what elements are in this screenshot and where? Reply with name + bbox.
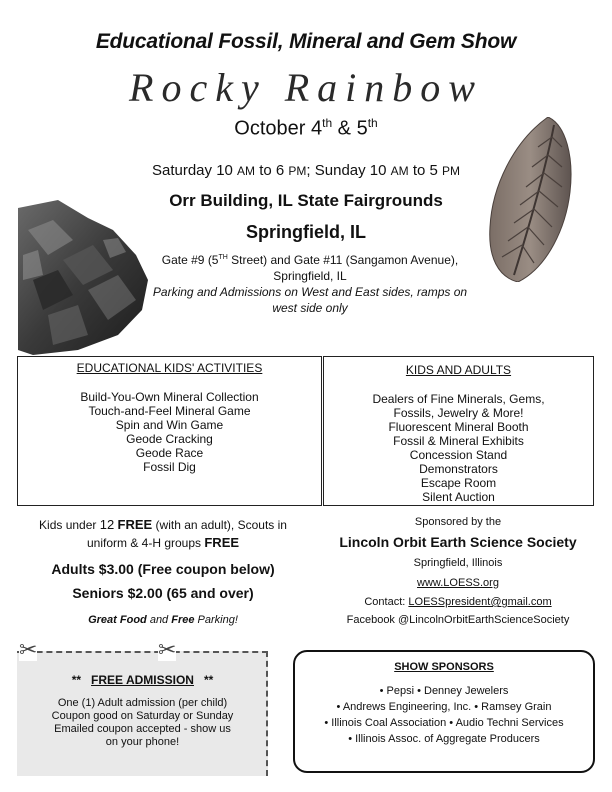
facebook-handle: Facebook @LincolnOrbitEarthScienceSociety xyxy=(346,614,570,626)
kids-and-adults-box xyxy=(323,356,594,506)
list-item: Escape Room xyxy=(420,476,497,490)
kids-activities-box xyxy=(17,356,322,506)
list-item: Fossils, Jewelry & More! xyxy=(393,406,524,420)
scissors-icon: ✂ xyxy=(158,637,177,662)
scissors-icon: ✂ xyxy=(19,637,38,662)
list-item: Fluorescent Mineral Booth xyxy=(388,420,529,434)
list-item: Silent Auction xyxy=(422,490,495,504)
list-item: • Pepsi • Denney Jewelers xyxy=(379,685,509,697)
venue-gates: Gate #9 (5TH Street) and Gate #11 (Sangamon Avenue), Springfield, IL xyxy=(161,253,459,283)
contact-email-link[interactable]: LOESSpresident@gmail.com xyxy=(408,596,552,608)
list-item: Concession Stand xyxy=(409,448,508,462)
coupon-heading: ** FREE ADMISSION ** xyxy=(71,673,214,687)
mineral-photo xyxy=(18,200,153,355)
list-item: • Illinois Assoc. of Aggregate Producers xyxy=(348,733,540,745)
website-link[interactable]: www.LOESS.org xyxy=(417,577,499,589)
list-item: • Illinois Coal Association • Audio Techni Services xyxy=(324,717,564,729)
kids-activities-heading: EDUCATIONAL KIDS' ACTIVITIES xyxy=(76,361,263,375)
list-item: Dealers of Fine Minerals, Gems, xyxy=(372,392,545,406)
show-sponsors-list xyxy=(295,683,593,747)
sponsored-by: Sponsored by the xyxy=(414,516,502,528)
kids-and-adults-heading: KIDS AND ADULTS xyxy=(405,363,512,377)
show-title: Educational Fossil, Mineral and Gem Show xyxy=(95,30,517,53)
kids-activities-list xyxy=(18,390,321,474)
kids-and-adults-list xyxy=(324,392,593,504)
seniors-price: Seniors $2.00 (65 and over) xyxy=(72,585,254,601)
list-item: Geode Race xyxy=(135,446,204,460)
free-admission-coupon xyxy=(17,637,268,776)
contact-line: Contact: LOESSpresident@gmail.com xyxy=(364,596,552,608)
fossil-photo xyxy=(488,117,574,282)
list-item: Geode Cracking xyxy=(126,432,213,446)
show-sponsors-heading: SHOW SPONSORS xyxy=(394,661,494,673)
adults-price: Adults $3.00 (Free coupon below) xyxy=(51,561,275,577)
list-item: Demonstrators xyxy=(419,462,498,476)
list-item: Spin and Win Game xyxy=(115,418,224,432)
list-item: Fossil Dig xyxy=(143,460,196,474)
venue-building: Orr Building, IL State Fairgrounds xyxy=(169,191,443,210)
list-item: • Andrews Engineering, Inc. • Ramsey Grain xyxy=(336,701,552,713)
list-item: Fossil & Mineral Exhibits xyxy=(393,434,524,448)
list-item: Touch-and-Feel Mineral Game xyxy=(88,404,251,418)
parking-note: Parking and Admissions on West and East sides, ramps on west side only xyxy=(152,285,468,315)
society-name: Lincoln Orbit Earth Science Society xyxy=(339,534,577,550)
show-dates: October 4th & 5th xyxy=(234,116,378,140)
show-subtitle: Rocky Rainbow xyxy=(129,65,483,110)
venue-city: Springfield, IL xyxy=(246,222,366,242)
list-item: Build-You-Own Mineral Collection xyxy=(80,390,259,404)
show-sponsors-box xyxy=(293,650,595,773)
coupon-terms: One (1) Adult admission (per child) Coupon good on Saturday or Sunday Emailed coupon accepted - show us on your phone! xyxy=(51,697,234,748)
show-hours: Saturday 10 AM to 6 PM; Sunday 10 AM to 5 PM xyxy=(151,162,461,179)
society-city: Springfield, Illinois xyxy=(413,557,503,569)
food-parking-note: Great Food and Free Parking! xyxy=(88,614,238,626)
kids-free-note: Kids under 12 FREE (with an adult), Scouts in uniform & 4-H groups FREE xyxy=(39,517,287,550)
